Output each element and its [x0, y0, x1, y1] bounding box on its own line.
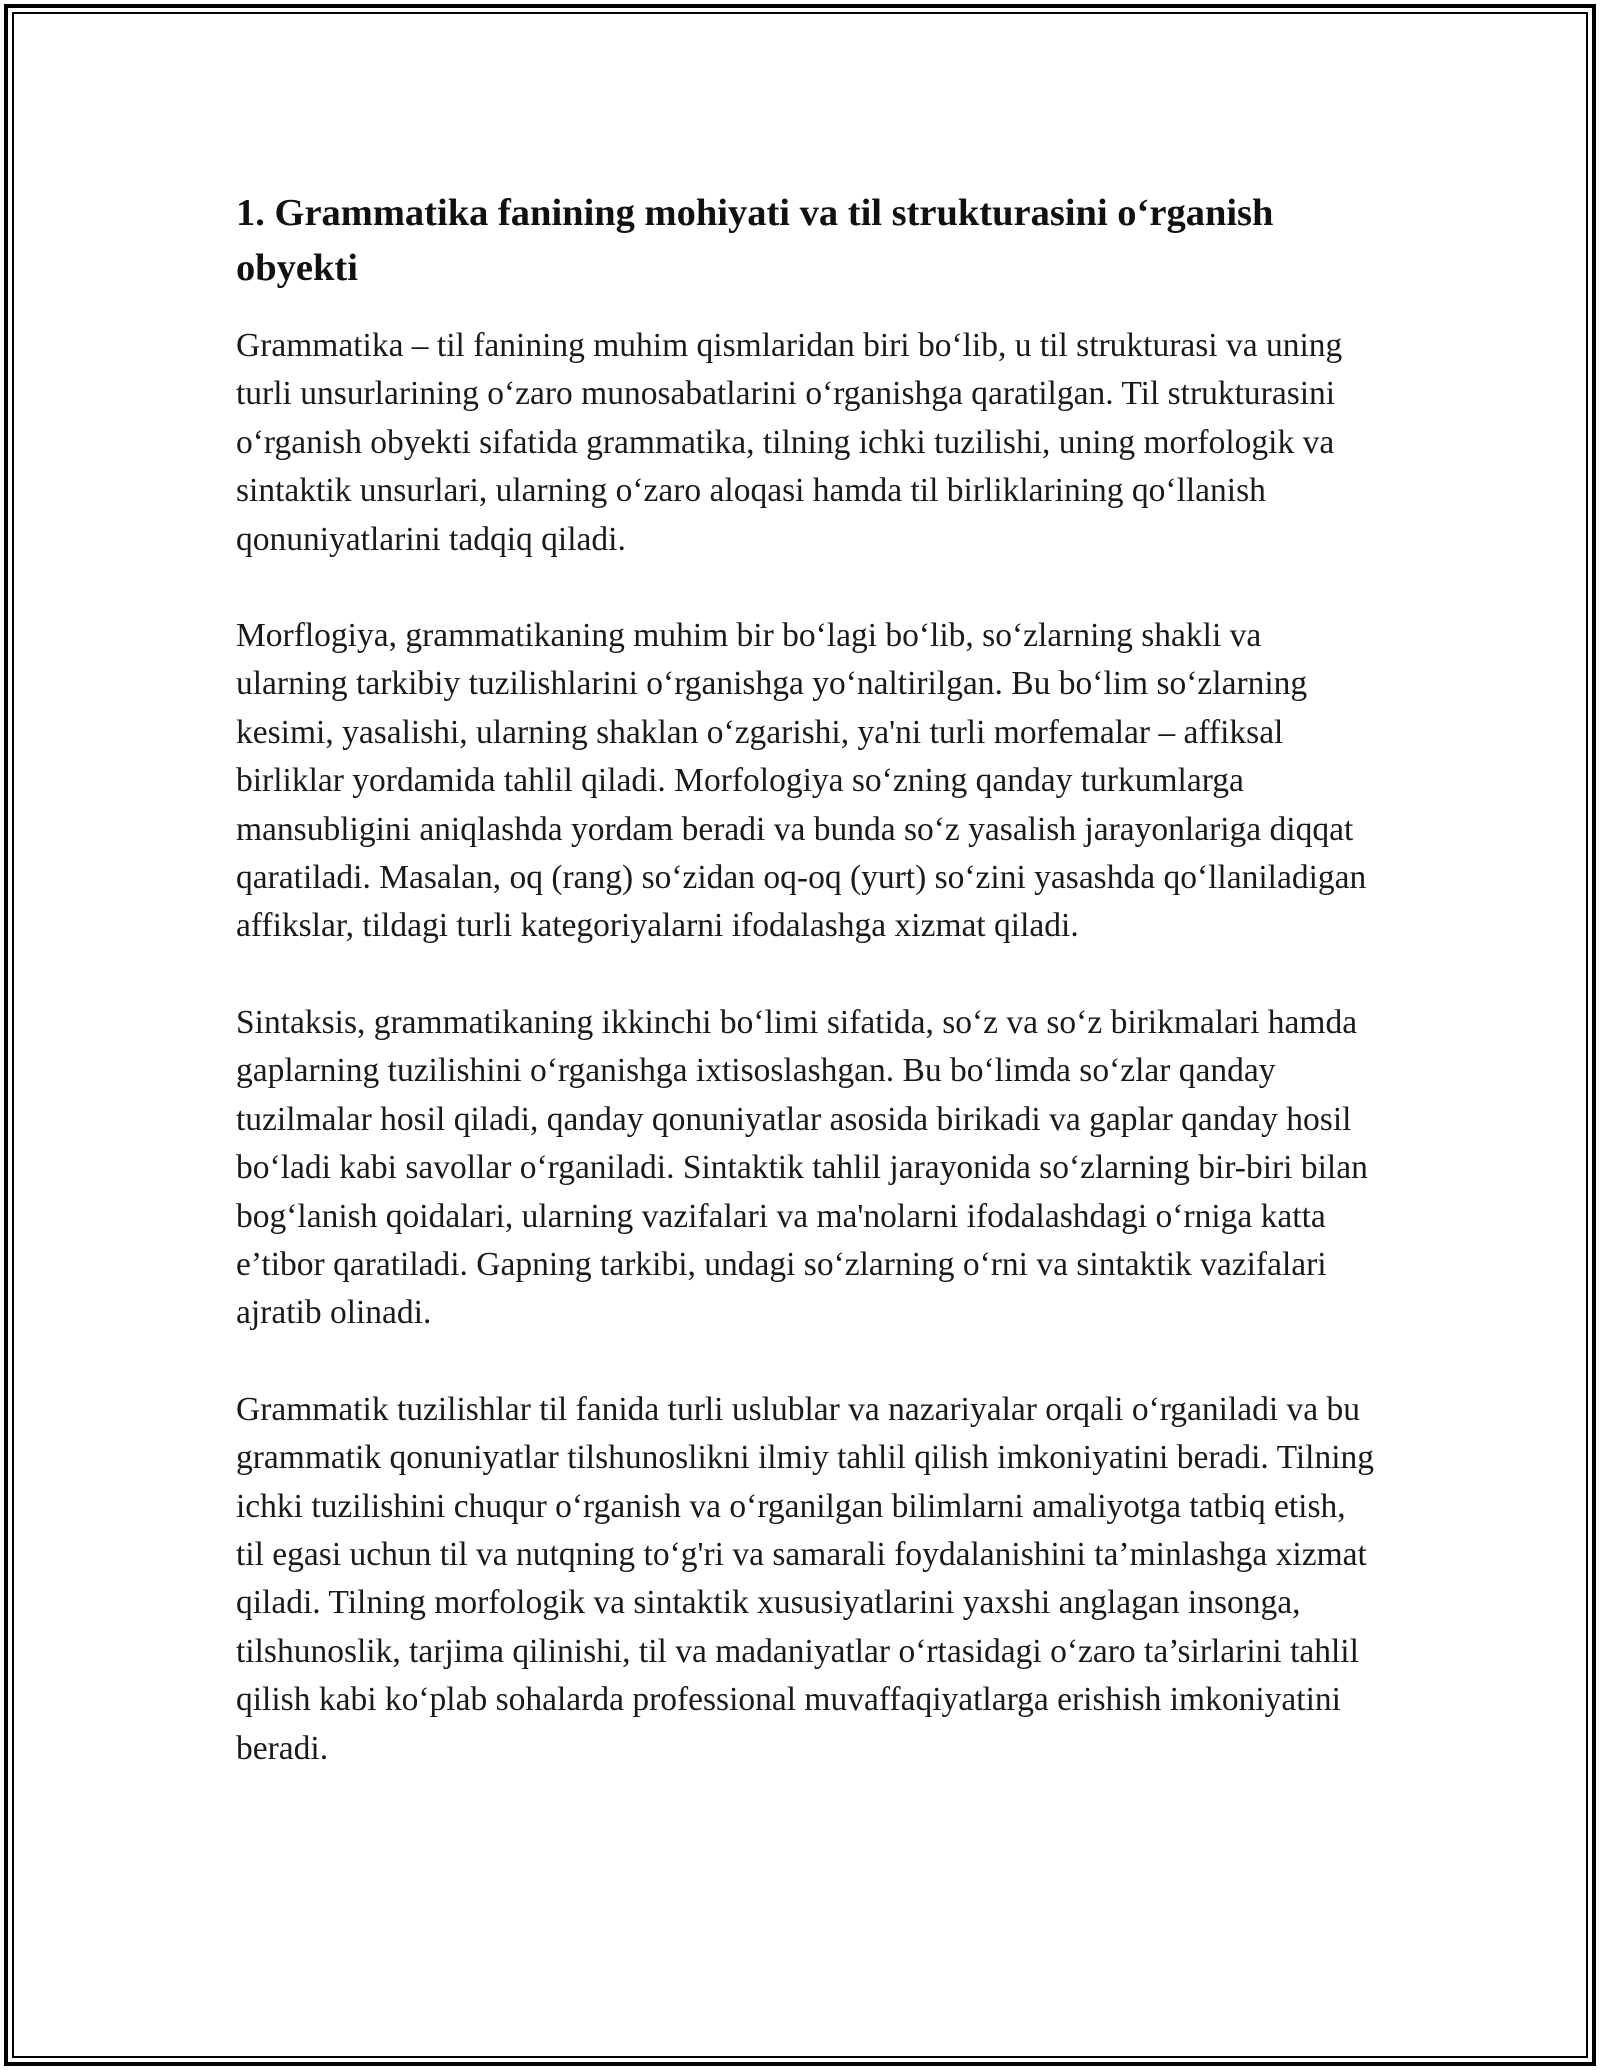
paragraph-grammatika: Grammatika – til fanining muhim qismlaridan biri bo‘lib, u til strukturasi va uning turli unsurlarining o‘zaro munosabatlarini o‘rganishga qaratilgan. Til strukturasini o‘rganish obyekti sifatida grammatika, tilning ichki tuzilishi, uning morfologik va sintaktik unsurlari, ularning o‘zaro aloqasi hamda til birliklarining qo‘llanish qonuniyatlarini tadqiq qiladi.: [236, 327, 1343, 558]
document-title: 1. Grammatika fanining mohiyati va til strukturasini o‘rganish obyekti: [236, 192, 1274, 289]
paragraph-sintaksis: Sintaksis, grammatikaning ikkinchi bo‘limi sifatida, so‘z va so‘z birikmalari hamda gaplarning tuzilishini o‘rganishga ixtisoslashgan. Bu bo‘limda so‘zlar qanday tuzilmalar hosil qiladi, qanday qonuniyatlar asosida birikadi va gaplar qanday hosil bo‘ladi kabi savollar o‘rganiladi. Sintaktik tahlil jarayonida so‘zlarning bir-biri bilan bog‘lanish qoidalari, ularning vazifalari va ma'nolarni ifodalashdagi o‘rniga katta e’tibor qaratiladi. Gapning tarkibi, undagi so‘zlarning o‘rni va sintaktik vazifalari ajratib olinadi.: [236, 1003, 1368, 1332]
paragraph-morfologiya: Morflogiya, grammatikaning muhim bir bo‘lagi bo‘lib, so‘zlarning shakli va ularning tarkibiy tuzilishlarini o‘rganishga yo‘naltirilgan. Bu bo‘lim so‘zlarning kesimi, yasalishi, ularning shaklan o‘zgarishi, ya'ni turli morfemalar – affiksal birliklar yordamida tahlil qiladi. Morfologiya so‘zning qanday turkumlarga mansubligini aniqlashda yordam beradi va bunda so‘z yasalish jarayonlariga diqqat qaratiladi. Masalan, oq (rang) so‘zidan oq-oq (yurt) so‘zini yasashda qo‘llaniladigan affikslar, tildagi turli kategoriyalarni ifodalashga xizmat qiladi.: [236, 617, 1367, 945]
document-body: [236, 186, 1376, 1773]
paragraph-grammatik-tuzilishlar: Grammatik tuzilishlar til fanida turli uslublar va nazariyalar orqali o‘rganiladi va bu grammatik qonuniyatlar tilshunoslikni ilmiy tahlil qilish imkoniyatini beradi. Tilning ichki tuzilishini chuqur o‘rganish va o‘rganilgan bilimlarni amaliyotga tatbiq etish, til egasi uchun til va nutqning to‘g'ri va samarali foydalanishini ta’minlashga xizmat qiladi. Tilning morfologik va sintaktik xususiyatlarini yaxshi anglagan insonga, tilshunoslik, tarjima qilinishi, til va madaniyatlar o‘rtasidagi o‘zaro ta’sirlarini tahlil qilish kabi ko‘plab sohalarda professional muvaffaqiyatlarga erishish imkoniyatini beradi.: [236, 1390, 1375, 1767]
